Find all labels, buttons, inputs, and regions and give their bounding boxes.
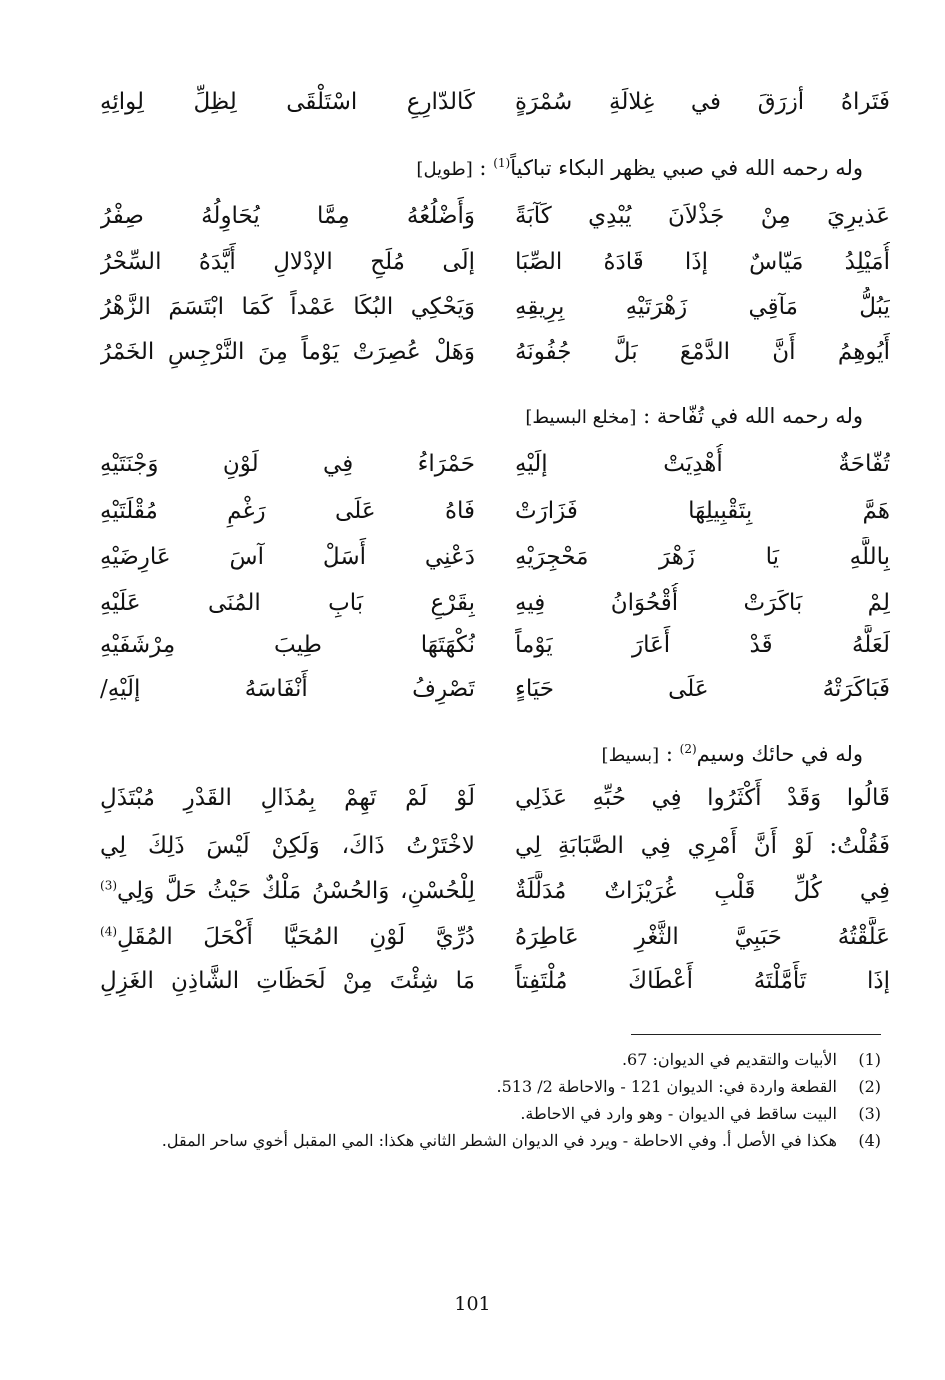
footnote-marker: (4) [100,924,118,939]
meter-separator: : [643,404,651,428]
verse-second-hemistich: تَصْرِفُ أَنْفَاسَهُ إلَيْهِ/ [100,676,475,702]
heading-text: وله رحمه الله في تُفّاحة [656,404,863,428]
meter-label: [طويل] [416,159,473,180]
footnote-marker: (3) [100,878,118,893]
verse-line [100,826,890,866]
section-heading [602,736,863,774]
verse-line [100,537,890,577]
verse-line [100,669,890,709]
verse-first-hemistich: فَبَاكَرَتْهُ عَلَى حَيَاءٍ [515,676,890,702]
verse-first-hemistich: بِاللَّهِ يَا زَهْرَ مَحْجِرَيْهِ [515,544,890,570]
footnote-marker: (2) [679,742,697,756]
hemistich-text: دُرِّيَّ لَوْنِ المُحَيَّا أَكْحَلَ المُقَلِ [117,924,475,950]
verse-first-hemistich: أَيُوهِمُ أَنَّ الدَّمْعَ بَلَّ جُفُونَهُ [515,339,890,365]
verse-line [100,82,890,122]
meter-label: [بسيط] [601,745,660,766]
verse-first-hemistich: أُمَيْلِدُ مَيّاسٌ إذَا قَادَهُ الصِّبَا [515,249,890,275]
verse-line [100,196,890,236]
verse-second-hemistich: إلَى مُلَحِ الإدْلالِ أَيَّدَهُ السِّحْرُ [100,249,475,275]
verse-second-hemistich: دَعْنِي أَسَلْ آسَ عَارِضَيْهِ [100,544,475,570]
verse-line [100,583,890,623]
verse-first-hemistich: عَذيرِيَ مِنْ جَذْلاَنَ يُبْدِي كَآبَةً [515,203,890,229]
footnote-number: (4) [858,1131,881,1150]
footnote [111,1100,881,1127]
footnote [111,1046,881,1073]
verse-first-hemistich: لَعَلَّهُ قَدْ أَعَارَ يَوْماً [515,632,890,658]
verse-first-hemistich: فَقُلْتُ: لَوْ أَنَّ أَمْرِي فِي الصَّبَابَةِ لِي [515,833,890,859]
footnote-divider [631,1034,881,1035]
page-number: 101 [454,1293,491,1315]
verse-first-hemistich: فِي كُلِّ قَلْبِ غُرَيْزَاتٌ مُدَلَّلَةٌ [515,878,890,904]
hemistich-text: لِلْحُسْنِ، وَالحُسْنُ مَلْكٌ حَيْثُ حَلَّ وَلِي [117,878,475,904]
verse-second-hemistich [100,917,475,957]
verse-line [100,625,890,665]
footnote-number: (2) [858,1077,881,1096]
verse-first-hemistich: إذَا تَأَمَّلْتَهُ أَعْطَاكَ مُلْتَفِتاً [515,968,890,994]
footnotes-section [111,1046,881,1154]
footnote [111,1127,881,1154]
verse-first-hemistich: يَبُلُّ مَآقِي زَهْرَتَيْهِ بِرِيقِهِ [515,294,890,320]
footnote-number: (3) [858,1104,881,1123]
footnote [111,1073,881,1100]
verse-second-hemistich: كَالدّارِعِ اسْتَلْقَى لِظِلِّ لِوائِهِ [100,89,475,115]
verse-second-hemistich: نُكْهَتَهَا طِيبَ مِرْشَفَيْهِ [100,632,475,658]
verse-line [100,332,890,372]
footnote-number: (1) [858,1050,881,1069]
verse-line [100,917,890,957]
footnote-marker: (1) [493,156,511,170]
verse-first-hemistich: فَتَراهُ أزرَقَ في غِلالَةِ سُمْرَةٍ [515,89,890,115]
verse-line [100,961,890,1001]
verse-first-hemistich: قَالُوا وَقَدْ أَكْثَرُوا فِي حُبِّهِ عَذَلِي [515,785,890,811]
meter-separator: : [479,156,487,180]
verse-second-hemistich: فَاهُ عَلَى رَغْمِ مُقْلَتَيْهِ [100,498,475,524]
footnote-text: البيت ساقط في الديوان - وهو وارد في الاحاطة. [520,1104,837,1123]
meter-label: [مخلع البسيط] [525,407,637,428]
verse-second-hemistich: لَوْ لَمْ تَهِمْ بِمُذَالِ القَدْرِ مُبْتَذَلِ [100,785,475,811]
verse-second-hemistich: مَا شِئْتَ مِنْ لَحَظَاتِ الشَّاذِنِ الغَزِلِ [100,968,475,994]
footnote-text: القطعة واردة في: الديوان 121 - والاحاطة 2/ 513. [496,1077,837,1096]
verse-second-hemistich [100,871,475,911]
verse-second-hemistich: حَمْرَاءُ فِي لَوْنِ وَجْنَتَيْهِ [100,451,475,477]
heading-text: وله في حائك وسيم [696,742,863,766]
footnote-text: الأبيات والتقديم في الديوان: 67. [621,1050,837,1069]
verse-second-hemistich: بِقَرْعِ بَابِ المُنَى عَلَيْهِ [100,590,475,616]
verse-second-hemistich: وَهَلْ عُصِرَتْ يَوْماً مِنَ النَّرْجِسِ الخَمْرُ [100,339,475,365]
verse-first-hemistich: هَمَّ بِتَقْبِيلِهَا فَزَارَتْ [515,498,890,524]
section-heading [416,150,863,188]
verse-second-hemistich: وَيَحْكِي البُكَا عَمْداً كَمَا ابْتَسَمَ الزَّهْرُ [100,294,475,320]
verse-first-hemistich: لِمْ بَاكَرَتْ أُقْحُوَانُ فِيهِ [515,590,890,616]
verse-line [100,444,890,484]
verse-line [100,491,890,531]
section-heading [525,398,863,436]
verse-second-hemistich: لاخْتَرْتُ ذَاكَ، وَلَكِنْ لَيْسَ ذَلِكَ لِي [100,833,475,859]
verse-line [100,778,890,818]
footnote-text: هكذا في الأصل أ. وفي الاحاطة - ويرد في الديوان الشطر الثاني هكذا: المي المقبل أخوي ساحر المقل. [161,1131,837,1150]
verse-line [100,287,890,327]
heading-text: وله رحمه الله في صبي يظهر البكاء تباكياً [510,156,863,180]
verse-first-hemistich: تُفّاحَةٌ أُهْدِيَتْ إلَيْهِ [515,451,890,477]
verse-line [100,871,890,911]
verse-line [100,242,890,282]
verse-second-hemistich: وَأَضْلُعُهُ مِمَّا يُحَاوِلُهُ صِفْرُ [100,203,475,229]
verse-first-hemistich: عَلَّقْتُهُ حَبَبِيَّ الثَّغْرِ عَاطِرَهُ [515,924,890,950]
meter-separator: : [665,742,673,766]
